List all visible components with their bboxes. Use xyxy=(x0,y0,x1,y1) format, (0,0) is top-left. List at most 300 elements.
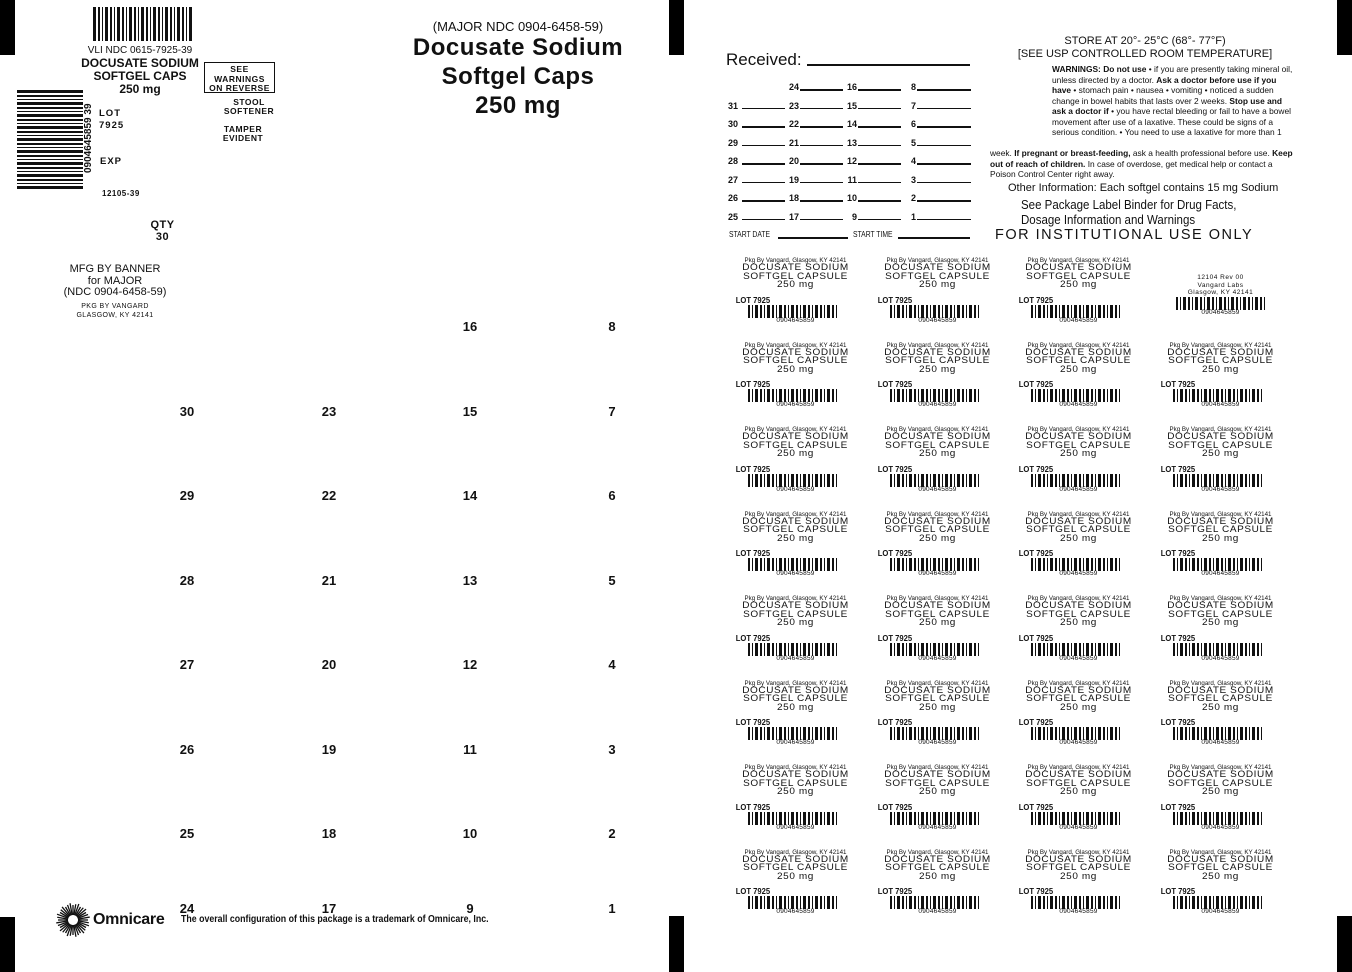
barcode-bar xyxy=(17,107,83,109)
barcode-bar xyxy=(1240,389,1243,402)
barcode-bar xyxy=(1204,812,1207,825)
barcode-bar xyxy=(1189,896,1190,909)
barcode-bar xyxy=(1228,643,1231,656)
barcode-bar xyxy=(1183,297,1186,310)
unit-strength: 250 mg xyxy=(1202,870,1239,882)
barcode-bar xyxy=(827,643,830,656)
barcode-bar xyxy=(1257,558,1259,571)
barcode-bar xyxy=(1237,643,1238,656)
barcode-bar xyxy=(918,305,919,318)
barcode-bar xyxy=(1103,812,1105,825)
unit-strength: 250 mg xyxy=(1060,617,1097,628)
barcode-bar xyxy=(126,7,127,41)
dose-log-entry-line[interactable] xyxy=(800,126,843,128)
store-line1: STORE AT 20°- 25°C (68°- 77°F) xyxy=(1064,35,1226,47)
dose-log-entry-line[interactable] xyxy=(858,89,901,91)
unit-packager: Pkg By Vangard, Glasgow, KY 42141 xyxy=(1027,848,1130,856)
barcode-bar xyxy=(914,389,916,402)
unit-strength: 250 mg xyxy=(1060,870,1097,882)
barcode-bar xyxy=(966,305,967,318)
barcode-bar xyxy=(1252,896,1255,909)
barcode-bar xyxy=(1115,727,1117,740)
barcode-bar xyxy=(788,305,789,318)
unit-lot: LOT 7925 xyxy=(877,379,913,389)
dose-log-entry-line[interactable] xyxy=(742,200,785,202)
start-time-line[interactable] xyxy=(898,237,970,239)
unit-dose-label xyxy=(1016,680,1141,760)
unit-packager: Pkg By Vangard, Glasgow, KY 42141 xyxy=(886,341,989,349)
unit-strength: 250 mg xyxy=(777,870,814,882)
mfg-line: (NDC 0904-6458-59) xyxy=(63,286,167,298)
dose-log-entry-line[interactable] xyxy=(917,89,971,91)
unit-dose-label xyxy=(875,764,1000,844)
unit-name-line2: SOFTGEL CAPSULE xyxy=(885,693,990,704)
barcode-bar xyxy=(1212,297,1214,310)
barcode-bar xyxy=(748,812,750,825)
barcode-bar xyxy=(832,727,834,740)
barcode-bar xyxy=(800,812,801,825)
storage-info xyxy=(990,35,1300,61)
barcode-bar xyxy=(1173,812,1175,825)
dose-log-entry-line[interactable] xyxy=(917,219,971,221)
unit-packager: Pkg By Vangard, Glasgow, KY 42141 xyxy=(1027,510,1130,518)
barcode-bar xyxy=(933,305,936,318)
barcode-bar xyxy=(764,896,765,909)
barcode-bar xyxy=(752,896,753,909)
barcode-bar xyxy=(836,643,837,656)
unit-strength: 250 mg xyxy=(919,701,956,713)
barcode-bar xyxy=(1213,474,1214,487)
barcode-bar xyxy=(1177,474,1178,487)
barcode-bar xyxy=(827,558,830,571)
barcode-bar xyxy=(1119,474,1120,487)
dose-log-entry-line[interactable] xyxy=(800,163,843,165)
blister-day-number: 20 xyxy=(321,657,337,672)
rev-line: Glasgow, KY 42141 xyxy=(1187,289,1254,296)
barcode-bar xyxy=(1115,896,1117,909)
dose-log-number: 21 xyxy=(788,137,799,148)
barcode-bar xyxy=(1031,389,1033,402)
barcode-bar xyxy=(796,305,798,318)
barcode-bar xyxy=(1047,812,1048,825)
barcode-bar xyxy=(1098,305,1101,318)
barcode-bar xyxy=(832,305,834,318)
barcode-bar xyxy=(1177,389,1178,402)
barcode-bar xyxy=(1252,297,1253,310)
unit-packager: Pkg By Vangard, Glasgow, KY 42141 xyxy=(1027,679,1130,687)
barcode-bar xyxy=(1071,643,1072,656)
barcode-bar xyxy=(748,896,750,909)
barcode-bar xyxy=(1050,389,1053,402)
barcode-bar xyxy=(824,558,825,571)
barcode-bar xyxy=(1043,474,1045,487)
barcode-bar xyxy=(767,558,770,571)
barcode-bar xyxy=(1074,474,1077,487)
dose-log-entry-line[interactable] xyxy=(742,163,785,165)
unit-barcode-number: 0904645859 xyxy=(918,401,957,408)
barcode-bar xyxy=(890,558,892,571)
barcode-bar xyxy=(1188,297,1190,310)
product-title xyxy=(390,33,646,120)
barcode-bar xyxy=(1209,812,1211,825)
barcode-bar xyxy=(772,389,774,402)
barcode-bar xyxy=(938,643,940,656)
barcode-bar xyxy=(890,389,892,402)
barcode-bar xyxy=(914,474,916,487)
stool-softener-tag xyxy=(214,98,284,116)
unit-name-line2: SOFTGEL CAPSULE xyxy=(1168,862,1273,873)
barcode-bar xyxy=(1086,474,1089,487)
barcode-bar xyxy=(1062,474,1065,487)
dose-log-entry-line[interactable] xyxy=(800,219,843,221)
dose-log-entry-line[interactable] xyxy=(800,89,843,91)
barcode-bar xyxy=(894,389,895,402)
registration-mark-top-center xyxy=(669,0,684,55)
barcode-bar xyxy=(902,305,904,318)
barcode-bar xyxy=(890,727,892,740)
barcode-bar xyxy=(760,643,762,656)
unit-strength: 250 mg xyxy=(777,786,814,797)
dose-log-entry-line[interactable] xyxy=(742,145,785,147)
barcode-bar xyxy=(1185,727,1187,740)
dose-log-entry-line[interactable] xyxy=(800,108,843,110)
barcode-bar xyxy=(1180,474,1183,487)
unit-lot: LOT 7925 xyxy=(877,801,913,812)
barcode-bar xyxy=(779,474,782,487)
barcode-bar xyxy=(902,812,904,825)
start-date-label: START DATE xyxy=(729,230,771,239)
unit-name-line2: SOFTGEL CAPSULE xyxy=(1026,439,1131,451)
barcode-bar xyxy=(1216,297,1217,310)
dose-log-entry-line[interactable] xyxy=(800,200,843,202)
unit-barcode-number: 0904645859 xyxy=(918,823,957,831)
unit-name-line1: DOCUSATE SODIUM xyxy=(884,515,991,527)
barcode-bar xyxy=(832,558,834,571)
barcode-bar xyxy=(966,812,967,825)
barcode-bar xyxy=(748,305,750,318)
barcode-bar xyxy=(129,7,132,41)
unit-strength: 250 mg xyxy=(1060,363,1097,375)
warning-box-line: WARNINGS xyxy=(214,73,265,84)
unit-dose-label xyxy=(1016,511,1141,591)
dose-log-entry-line[interactable] xyxy=(858,108,901,110)
barcode-bar xyxy=(17,114,83,117)
barcode-bar xyxy=(1189,474,1190,487)
unit-name-line1: DOCUSATE SODIUM xyxy=(1167,853,1274,865)
keep-out-text: In case of overdose, get medical help or contact a Poison Control Center right away. xyxy=(990,158,1273,179)
unit-packager: Pkg By Vangard, Glasgow, KY 42141 xyxy=(1027,764,1130,771)
barcode-bar xyxy=(836,727,837,740)
barcode-bar xyxy=(832,474,834,487)
received-signature-line[interactable] xyxy=(807,64,970,66)
dose-log-entry-line[interactable] xyxy=(858,126,901,128)
dose-log-entry-line[interactable] xyxy=(742,108,785,110)
start-date-line[interactable] xyxy=(778,237,848,239)
barcode-bar xyxy=(1185,896,1187,909)
barcode-bar xyxy=(760,389,762,402)
barcode-bar xyxy=(1180,896,1183,909)
barcode-bar xyxy=(105,7,108,41)
unit-barcode-number: 0904645859 xyxy=(1059,908,1098,915)
barcode-bar xyxy=(897,643,900,656)
barcode-bar xyxy=(1074,305,1077,318)
barcode-bar xyxy=(1185,812,1187,825)
unit-lot: LOT 7925 xyxy=(877,886,913,896)
unit-name-line2: SOFTGEL CAPSULE xyxy=(743,270,848,282)
barcode-bar xyxy=(1261,643,1262,656)
barcode-bar xyxy=(1173,896,1175,909)
dose-log-entry-line[interactable] xyxy=(917,126,971,128)
dose-log-number: 16 xyxy=(846,82,857,92)
unit-name-line1: DOCUSATE SODIUM xyxy=(1167,431,1274,442)
barcode-bar xyxy=(974,812,976,825)
barcode-bar xyxy=(1261,896,1262,909)
barcode-bar xyxy=(808,305,810,318)
barcode-bar xyxy=(748,727,750,740)
barcode-bar xyxy=(909,389,912,402)
barcode-bar xyxy=(808,643,810,656)
unit-lot: LOT 7925 xyxy=(1018,632,1054,643)
barcode-bar xyxy=(760,474,762,487)
dose-log-entry-line[interactable] xyxy=(858,200,901,202)
barcode-bar xyxy=(962,558,964,571)
item-code: 12105-39 xyxy=(102,189,140,198)
barcode-bar xyxy=(894,474,895,487)
barcode-bar xyxy=(897,389,900,402)
barcode-bar xyxy=(752,474,753,487)
barcode-bar xyxy=(974,474,976,487)
unit-packager: Pkg By Vangard, Glasgow, KY 42141 xyxy=(886,679,989,687)
barcode-bar xyxy=(1095,812,1096,825)
barcode-bar xyxy=(1119,643,1120,656)
barcode-bar xyxy=(1237,812,1238,825)
unit-barcode-number: 0904645859 xyxy=(1059,654,1098,662)
barcode-bar xyxy=(824,643,825,656)
barcode-bar xyxy=(764,305,765,318)
barcode-bar xyxy=(1189,558,1190,571)
unit-name-line2: SOFTGEL CAPSULE xyxy=(1168,693,1273,704)
dose-log-number: 14 xyxy=(846,119,857,129)
barcode-bar xyxy=(1031,896,1033,909)
unit-barcode-number: 0904645859 xyxy=(776,316,815,324)
barcode-bar xyxy=(942,474,943,487)
barcode-bar xyxy=(1249,558,1250,571)
barcode-bar xyxy=(779,812,782,825)
dose-log-entry-line[interactable] xyxy=(917,163,971,165)
unit-name-line1: DOCUSATE SODIUM xyxy=(742,431,849,442)
barcode-bar xyxy=(890,896,892,909)
barcode-bar xyxy=(1074,812,1077,825)
unit-packager: Pkg By Vangard, Glasgow, KY 42141 xyxy=(1169,510,1272,518)
barcode-bar xyxy=(978,558,979,571)
dose-log-number: 18 xyxy=(788,193,799,203)
barcode-bar xyxy=(1035,643,1036,656)
barcode-bar xyxy=(764,558,765,571)
unit-lot: LOT 7925 xyxy=(1160,717,1196,727)
barcode-bar xyxy=(966,727,967,740)
unit-name-line1: DOCUSATE SODIUM xyxy=(1025,515,1132,527)
barcode-bar xyxy=(1098,896,1101,909)
barcode-bar xyxy=(1035,305,1036,318)
unit-dose-label xyxy=(875,511,1000,591)
unit-barcode-number: 0904645859 xyxy=(918,908,957,915)
barcode-bar xyxy=(1115,474,1117,487)
unit-name-line2: SOFTGEL CAPSULE xyxy=(1168,439,1273,451)
barcode-bar xyxy=(1173,727,1175,740)
blister-day-number: 16 xyxy=(462,319,478,334)
barcode-bar xyxy=(1107,812,1108,825)
barcode-bar xyxy=(1107,643,1108,656)
barcode-bar xyxy=(1103,643,1105,656)
barcode-bar xyxy=(1035,812,1036,825)
dose-log-entry-line[interactable] xyxy=(742,126,785,128)
unit-lot: LOT 7925 xyxy=(735,632,771,643)
barcode-bar xyxy=(1237,474,1238,487)
barcode-bar xyxy=(1055,812,1057,825)
barcode-bar xyxy=(17,147,83,148)
unit-name-line2: SOFTGEL CAPSULE xyxy=(1168,355,1273,366)
unit-barcode-number: 0904645859 xyxy=(1201,401,1240,408)
dose-log-entry-line[interactable] xyxy=(917,182,971,184)
dose-log-number: 29 xyxy=(727,137,738,148)
dose-log-row xyxy=(727,175,971,187)
unit-packager: Pkg By Vangard, Glasgow, KY 42141 xyxy=(886,595,989,602)
barcode-bar xyxy=(162,7,163,41)
barcode-bar xyxy=(17,174,83,177)
dose-log-entry-line[interactable] xyxy=(917,200,971,202)
barcode-bar xyxy=(1231,297,1234,310)
drug-name-small xyxy=(80,57,200,96)
unit-lot: LOT 7925 xyxy=(1160,548,1196,558)
barcode-bar xyxy=(755,389,758,402)
dose-log-number: 20 xyxy=(788,156,799,166)
barcode-bar xyxy=(1209,474,1211,487)
dose-log-entry-line[interactable] xyxy=(858,145,901,147)
barcode-bar xyxy=(776,643,777,656)
dose-log-entry-line[interactable] xyxy=(858,182,901,184)
barcode-bar xyxy=(966,474,967,487)
unit-strength: 250 mg xyxy=(1060,786,1097,797)
barcode-bar xyxy=(974,389,976,402)
dose-log-entry-line[interactable] xyxy=(858,163,901,165)
barcode-bar xyxy=(962,643,964,656)
barcode-bar xyxy=(1249,474,1250,487)
barcode-bar xyxy=(17,162,83,165)
barcode-bar xyxy=(1055,305,1057,318)
unit-name-line2: SOFTGEL CAPSULE xyxy=(885,439,990,451)
barcode-bar xyxy=(897,474,900,487)
barcode-bar xyxy=(764,812,765,825)
barcode-bar xyxy=(902,643,904,656)
barcode-bar xyxy=(1173,474,1175,487)
unit-barcode-number: 0904645859 xyxy=(1059,823,1098,831)
unit-lot: LOT 7925 xyxy=(1160,886,1196,896)
barcode-bar xyxy=(1095,474,1096,487)
unit-strength: 250 mg xyxy=(777,617,814,628)
barcode-bar xyxy=(796,643,798,656)
dose-log-number: 31 xyxy=(727,100,738,111)
barcode-bar xyxy=(17,167,83,169)
barcode-bar xyxy=(957,389,960,402)
barcode-bar xyxy=(957,727,960,740)
barcode-bar xyxy=(755,305,758,318)
barcode-bar xyxy=(1228,812,1231,825)
barcode-bar xyxy=(1059,305,1060,318)
unit-lot: LOT 7925 xyxy=(735,886,771,896)
dose-log-entry-line[interactable] xyxy=(742,219,785,221)
dose-log-number: 1 xyxy=(910,211,916,222)
barcode-bar xyxy=(17,159,83,160)
barcode-bar xyxy=(760,812,762,825)
barcode-bar xyxy=(1119,389,1120,402)
barcode-bar xyxy=(820,727,822,740)
unit-packager: Pkg By Vangard, Glasgow, KY 42141 xyxy=(1169,426,1272,433)
barcode-bar xyxy=(820,389,822,402)
barcode-bar xyxy=(784,474,786,487)
barcode-bar xyxy=(1173,558,1175,571)
barcode-bar xyxy=(827,727,830,740)
dose-log-entry-line[interactable] xyxy=(800,182,843,184)
barcode-bar xyxy=(1119,896,1120,909)
barcode-bar xyxy=(767,389,770,402)
barcode-bar xyxy=(1213,812,1214,825)
drug-name-line2: SOFTGEL CAPS xyxy=(93,69,187,83)
barcode-bar xyxy=(894,727,895,740)
unit-packager: Pkg By Vangard, Glasgow, KY 42141 xyxy=(1027,426,1130,433)
barcode-bar xyxy=(748,558,750,571)
barcode-bar xyxy=(897,896,900,909)
lot-value: 7925 xyxy=(99,120,125,131)
barcode-bar xyxy=(832,389,834,402)
barcode-bar xyxy=(752,558,753,571)
unit-dose-label xyxy=(1158,342,1283,422)
barcode-bar xyxy=(824,727,825,740)
blister-day-number: 30 xyxy=(179,404,195,419)
barcode-bar xyxy=(1055,389,1057,402)
barcode-bar xyxy=(1224,297,1226,310)
barcode-bar xyxy=(1225,474,1226,487)
dose-log-entry-line[interactable] xyxy=(917,145,971,147)
barcode-bar xyxy=(1249,896,1250,909)
barcode-bar xyxy=(1035,727,1036,740)
unit-barcode-number: 0904645859 xyxy=(918,485,957,493)
unit-name-line1: DOCUSATE SODIUM xyxy=(742,515,849,527)
dose-log-row xyxy=(727,193,971,205)
barcode-bar xyxy=(1177,896,1178,909)
dose-log-entry-line[interactable] xyxy=(858,219,901,221)
barcode-bar xyxy=(1192,727,1195,740)
registration-mark-top-left xyxy=(0,0,15,55)
blister-day-number: 19 xyxy=(321,742,337,757)
barcode-bar xyxy=(796,474,798,487)
barcode-bar xyxy=(906,727,907,740)
barcode-bar xyxy=(1245,474,1247,487)
barcode-bar xyxy=(748,389,750,402)
unit-lot: LOT 7925 xyxy=(735,463,771,474)
barcode-bar xyxy=(966,896,967,909)
dose-log-entry-line[interactable] xyxy=(742,182,785,184)
barcode-bar xyxy=(914,305,916,318)
unit-name-line1: DOCUSATE SODIUM xyxy=(884,262,991,273)
unit-name-line1: DOCUSATE SODIUM xyxy=(742,346,849,358)
dose-log-entry-line[interactable] xyxy=(800,145,843,147)
dose-log-entry-line[interactable] xyxy=(917,108,971,110)
unit-lot: LOT 7925 xyxy=(1018,379,1054,389)
unit-barcode-number: 0904645859 xyxy=(1201,570,1240,577)
trademark-notice: The overall configuration of this package is a trademark of Omnicare, Inc. xyxy=(181,914,489,925)
barcode-bar xyxy=(969,474,972,487)
barcode-bar xyxy=(1233,474,1235,487)
